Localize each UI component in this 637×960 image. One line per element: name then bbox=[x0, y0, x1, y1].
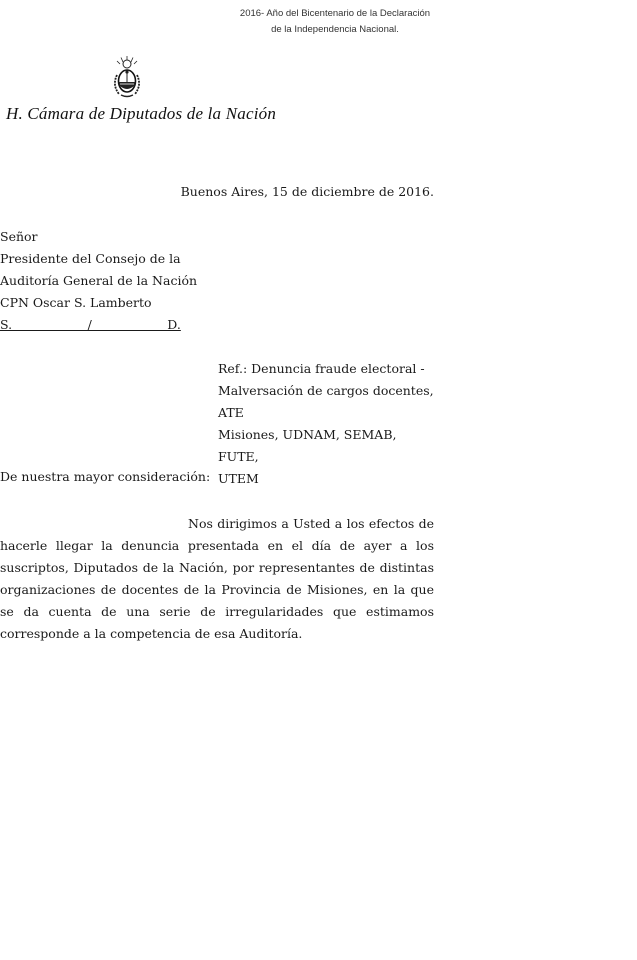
reference-line: Malversación de cargos docentes, ATE bbox=[218, 383, 434, 420]
addressee-line: CPN Oscar S. Lamberto bbox=[0, 295, 152, 310]
addressee-line: Señor bbox=[0, 229, 38, 244]
reference-line: UTEM bbox=[218, 471, 259, 486]
date-line: Buenos Aires, 15 de diciembre de 2016. bbox=[180, 184, 434, 199]
bicentenary-note-line1: 2016- Año del Bicentenario de la Declaración bbox=[239, 8, 431, 19]
addressee-line: Presidente del Consejo de la bbox=[0, 251, 181, 266]
coat-of-arms-icon bbox=[110, 55, 144, 99]
body-paragraph: Nos dirigimos a Usted a los efectos de hacerle llegar la denuncia presentada en el día de ayer a los suscriptos, Diputados de la Nación, por representantes de distintas organizaciones de docentes de la Provincia de Misiones, en la que se da cuenta de una serie de irregularidades que estimamos corresponde a la competencia de esa Auditoría. bbox=[0, 516, 434, 641]
reference-block bbox=[218, 358, 440, 490]
chamber-name: H. Cámara de Diputados de la Nación bbox=[6, 104, 277, 123]
bicentenary-note bbox=[225, 6, 445, 38]
body-paragraph-container bbox=[0, 513, 434, 645]
reference-line: Ref.: Denuncia fraude electoral - bbox=[218, 361, 425, 376]
reference-line: Misiones, UDNAM, SEMAB, FUTE, bbox=[218, 427, 397, 464]
su-despacho-line: S. / D. bbox=[0, 317, 181, 332]
bicentenary-note-line2: de la Independencia Nacional. bbox=[271, 24, 399, 35]
addressee-block bbox=[0, 226, 197, 336]
addressee-line: Auditoría General de la Nación bbox=[0, 273, 198, 288]
greeting: De nuestra mayor consideración: bbox=[0, 469, 211, 484]
